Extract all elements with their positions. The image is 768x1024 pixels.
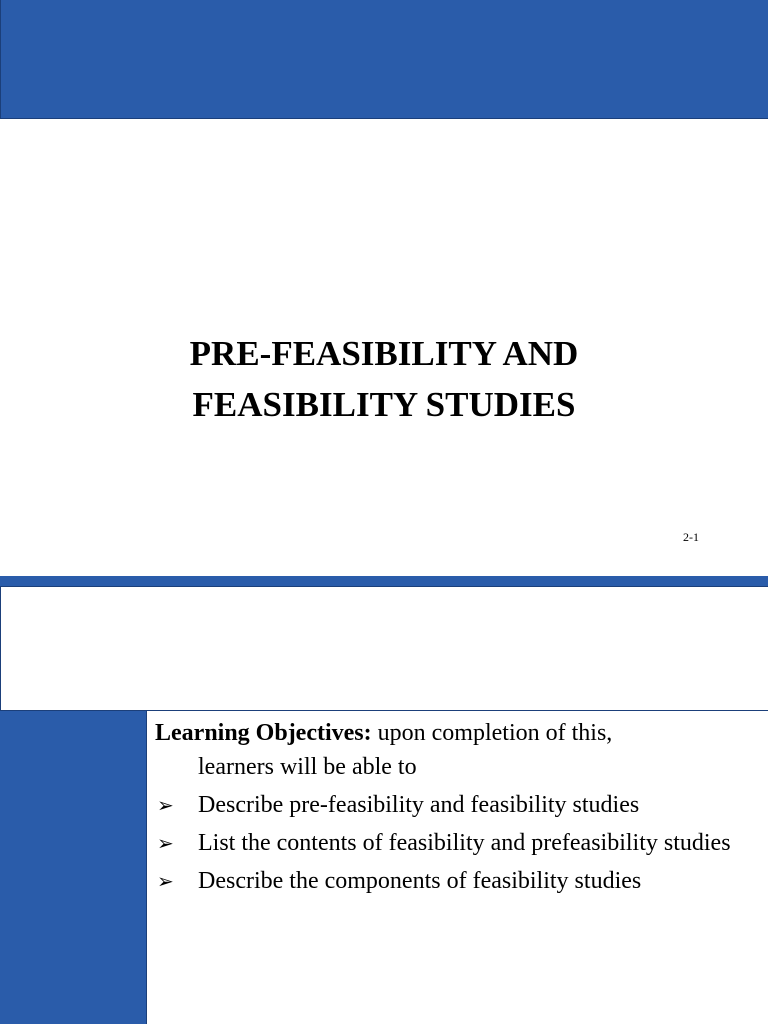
list-item-text: Describe the components of feasibility studies <box>198 868 642 894</box>
list-item <box>155 788 755 822</box>
list-item <box>155 864 755 898</box>
slide-number: 2-1 <box>683 530 699 544</box>
left-sidebar-bar <box>0 711 147 1024</box>
list-item-text: Describe pre-feasibility and feasibility studies <box>198 792 640 818</box>
slide-title-line-1: PRE-FEASIBILITY AND <box>189 334 579 373</box>
list-item <box>155 826 755 860</box>
objectives-list <box>155 788 755 898</box>
objectives-heading: Learning Objectives: <box>155 720 372 746</box>
slide-2-header-area <box>0 587 768 711</box>
slide-title <box>0 328 768 430</box>
objectives-intro-text: upon completion of this, <box>371 720 613 746</box>
slide-divider <box>0 576 768 587</box>
list-item-text: List the contents of feasibility and prefeasibility studies <box>198 830 731 856</box>
slide-2 <box>0 587 768 1024</box>
slide-title-line-2: FEASIBILITY STUDIES <box>192 385 576 424</box>
arrowhead-bullet-icon: ➢ <box>157 831 174 855</box>
arrowhead-bullet-icon: ➢ <box>157 793 174 817</box>
learning-objectives <box>155 716 755 902</box>
header-banner <box>0 0 768 119</box>
arrowhead-bullet-icon: ➢ <box>157 869 174 893</box>
objectives-intro <box>155 716 755 784</box>
objectives-intro-continuation: learners will be able to <box>198 754 417 780</box>
